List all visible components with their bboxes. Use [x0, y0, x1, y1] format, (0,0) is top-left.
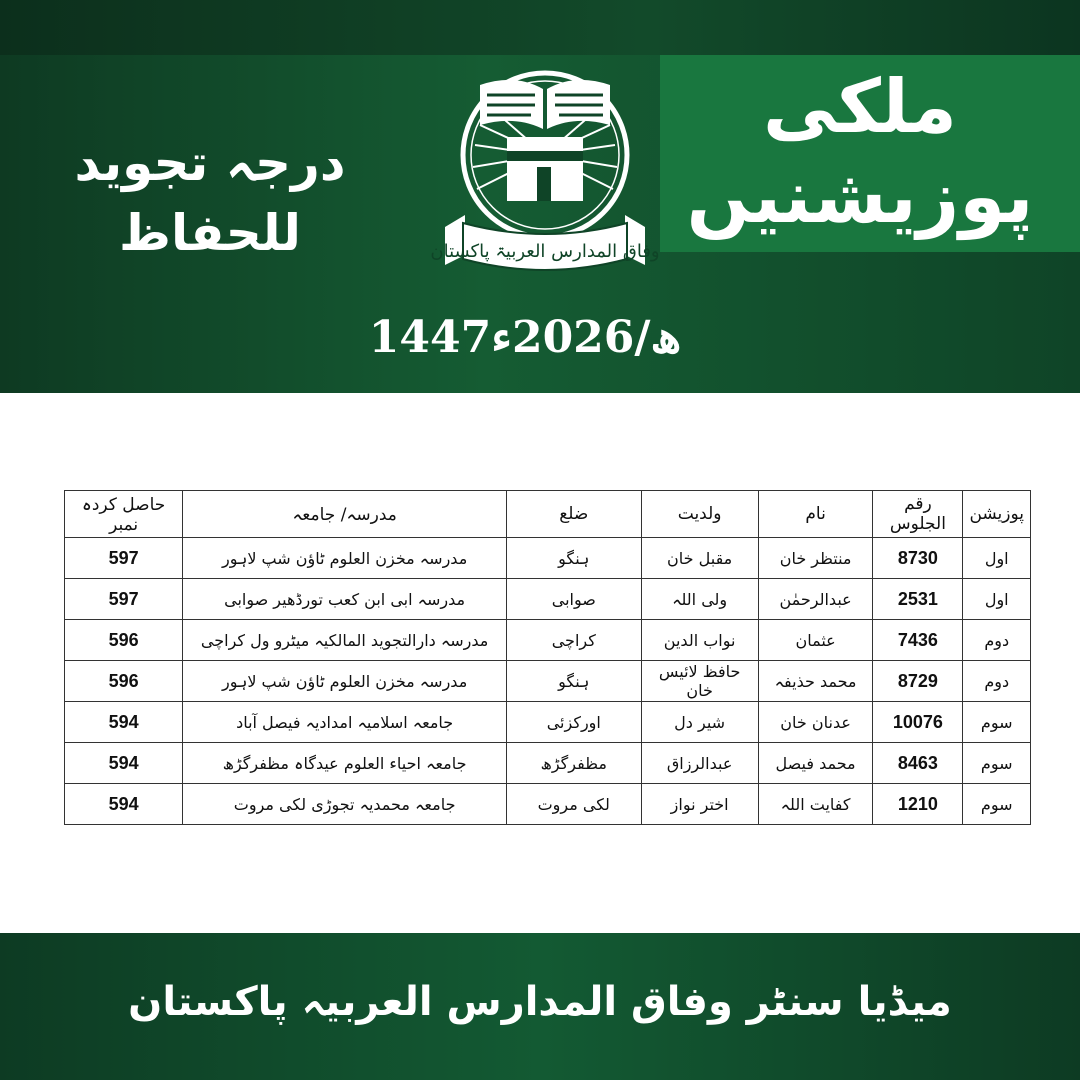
results-table: [64, 490, 1031, 825]
footer-media-center-text: میڈیا سنٹر وفاق المدارس العربیہ پاکستان: [128, 979, 952, 1025]
district-cell: ہنگو: [507, 538, 641, 579]
madrasa-cell: جامعہ احیاء العلوم عیدگاہ مظفرگڑھ: [183, 743, 507, 784]
roll-number-cell: 7436: [873, 620, 963, 661]
roll-number-cell: 1210: [873, 784, 963, 825]
district-cell: مظفرگڑھ: [507, 743, 641, 784]
madrasa-cell: مدرسہ مخزن العلوم ٹاؤن شپ لاہور: [183, 661, 507, 702]
father-name-cell: حافظ لائیس خان: [641, 661, 758, 702]
table-row: [65, 784, 1031, 825]
madrasa-cell: مدرسہ مخزن العلوم ٹاؤن شپ لاہور: [183, 538, 507, 579]
table-row: [65, 661, 1031, 702]
position-cell: اول: [963, 538, 1031, 579]
header-name: نام: [758, 491, 873, 538]
father-name-cell: عبدالرزاق: [641, 743, 758, 784]
district-cell: اورکزئی: [507, 702, 641, 743]
father-name-cell: ولی اللہ: [641, 579, 758, 620]
position-cell: دوم: [963, 661, 1031, 702]
position-cell: سوم: [963, 743, 1031, 784]
name-cell: محمد حذیفہ: [758, 661, 873, 702]
name-cell: منتظر خان: [758, 538, 873, 579]
father-name-cell: شیر دل: [641, 702, 758, 743]
father-name-cell: مقبل خان: [641, 538, 758, 579]
table-row: [65, 620, 1031, 661]
position-cell: دوم: [963, 620, 1031, 661]
name-cell: عدنان خان: [758, 702, 873, 743]
marks-cell: 594: [65, 743, 183, 784]
father-name-cell: اختر نواز: [641, 784, 758, 825]
district-cell: کراچی: [507, 620, 641, 661]
district-cell: لکی مروت: [507, 784, 641, 825]
table-row: [65, 702, 1031, 743]
marks-cell: 594: [65, 702, 183, 743]
marks-cell: 594: [65, 784, 183, 825]
madrasa-cell: جامعہ اسلامیہ امدادیہ فیصل آباد: [183, 702, 507, 743]
logo-banner-text: وفاق المدارس العربیۃ پاکستان: [430, 241, 660, 262]
marks-cell: 596: [65, 661, 183, 702]
madrasa-cell: جامعہ محمدیہ تجوڑی لکی مروت: [183, 784, 507, 825]
header-position: پوزیشن: [963, 491, 1031, 538]
table-row: [65, 743, 1031, 784]
header-madrasa: مدرسہ/ جامعہ: [183, 491, 507, 538]
position-cell: سوم: [963, 702, 1031, 743]
marks-cell: 596: [65, 620, 183, 661]
roll-number-cell: 10076: [873, 702, 963, 743]
name-cell: عبدالرحمٰن: [758, 579, 873, 620]
madrasa-cell: مدرسہ ابی ابن کعب تورڈھیر صوابی: [183, 579, 507, 620]
header-roll-number: رقم الجلوس: [873, 491, 963, 538]
marks-cell: 597: [65, 579, 183, 620]
roll-number-cell: 8729: [873, 661, 963, 702]
roll-number-cell: 2531: [873, 579, 963, 620]
district-cell: ہنگو: [507, 661, 641, 702]
table-row: [65, 538, 1031, 579]
name-cell: محمد فیصل: [758, 743, 873, 784]
position-cell: سوم: [963, 784, 1031, 825]
header-top-shade: [0, 0, 1080, 55]
header-district: ضلع: [507, 491, 641, 538]
page-title: ملکی پوزیشنیں: [686, 64, 1034, 240]
page-subtitle: درجہ تجوید للحفاظ: [74, 134, 346, 262]
father-name-cell: نواب الدین: [641, 620, 758, 661]
header-father-name: ولدیت: [641, 491, 758, 538]
roll-number-cell: 8730: [873, 538, 963, 579]
marks-cell: 597: [65, 538, 183, 579]
district-cell: صوابی: [507, 579, 641, 620]
madrasa-cell: مدرسہ دارالتجوید المالکیہ میٹرو ول کراچی: [183, 620, 507, 661]
table-row: [65, 579, 1031, 620]
wifaq-logo-icon: [425, 55, 665, 285]
roll-number-cell: 8463: [873, 743, 963, 784]
table-header-row: [65, 491, 1031, 538]
name-cell: کفایت اللہ: [758, 784, 873, 825]
header-marks: حاصل کردہ نمبر: [65, 491, 183, 538]
name-cell: عثمان: [758, 620, 873, 661]
date-line: 1447ھ/2026ء: [368, 312, 682, 363]
position-cell: اول: [963, 579, 1031, 620]
